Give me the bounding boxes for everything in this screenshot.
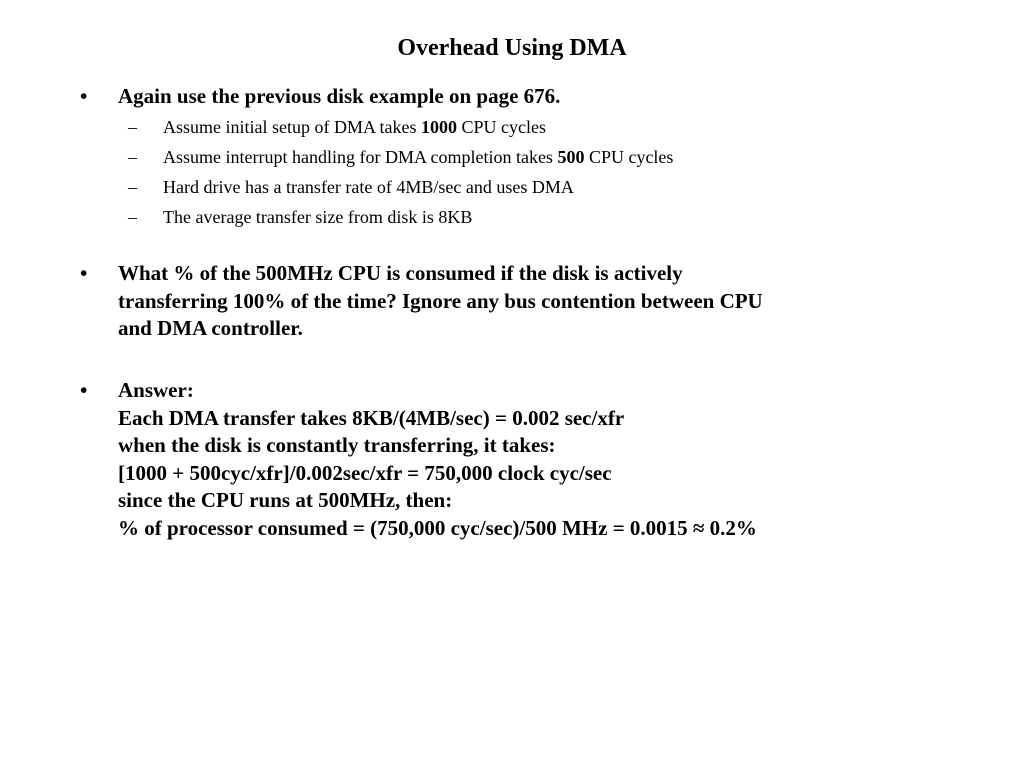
sub-bullet-text: The average transfer size from disk is 8KB: [163, 207, 473, 227]
sub-bullet-text: Hard drive has a transfer rate of 4MB/sec and uses DMA: [163, 177, 574, 197]
answer-line: since the CPU runs at 500MHz, then:: [118, 488, 453, 512]
sub-bullet-item: [128, 175, 928, 199]
sub-bullet-text-suffix: CPU cycles: [584, 147, 674, 167]
bullet-icon: •: [80, 378, 88, 402]
dash-icon: –: [128, 177, 137, 197]
bullet-text-line: transferring 100% of the time? Ignore any bus contention between CPU: [118, 288, 763, 313]
bullet-text: Again use the previous disk example on page 676.: [118, 84, 561, 108]
bullet-item: [80, 83, 960, 111]
sub-bullet-text: [163, 147, 673, 167]
bullet-text-line: What % of the 500MHz CPU is consumed if the disk is actively: [118, 261, 683, 285]
answer-line: when the disk is constantly transferring, it takes:: [118, 433, 556, 457]
dash-icon: –: [128, 117, 137, 137]
sub-bullet-text: [163, 117, 546, 137]
sub-bullet-item: [128, 205, 928, 229]
dash-icon: –: [128, 207, 137, 227]
sub-bullet-text-prefix: Assume interrupt handling for DMA completion takes: [163, 147, 558, 167]
sub-bullet-text-prefix: Assume initial setup of DMA takes: [163, 117, 421, 137]
sub-bullet-text-bold: 1000: [420, 117, 457, 137]
answer-line: [1000 + 500cyc/xfr]/0.002sec/xfr = 750,000 clock cyc/sec: [118, 460, 612, 485]
sub-bullet-item: [128, 145, 928, 169]
answer-heading: Answer:: [118, 378, 194, 402]
answer-line: Each DMA transfer takes 8KB/(4MB/sec) = 0.002 sec/xfr: [118, 405, 625, 430]
sub-bullet-text-bold: 500: [557, 147, 585, 167]
answer-line: % of processor consumed = (750,000 cyc/sec)/500 MHz = 0.0015 ≈ 0.2%: [118, 515, 757, 540]
dash-icon: –: [128, 147, 137, 167]
bullet-item: [80, 377, 960, 542]
slide-title: Overhead Using DMA: [397, 35, 627, 61]
bullet-icon: •: [80, 84, 88, 108]
bullet-text-line: and DMA controller.: [118, 316, 303, 340]
bullet-icon: •: [80, 261, 88, 285]
bullet-item: [80, 260, 960, 343]
sub-bullet-item: [128, 115, 928, 139]
sub-bullet-text-suffix: CPU cycles: [456, 117, 546, 137]
